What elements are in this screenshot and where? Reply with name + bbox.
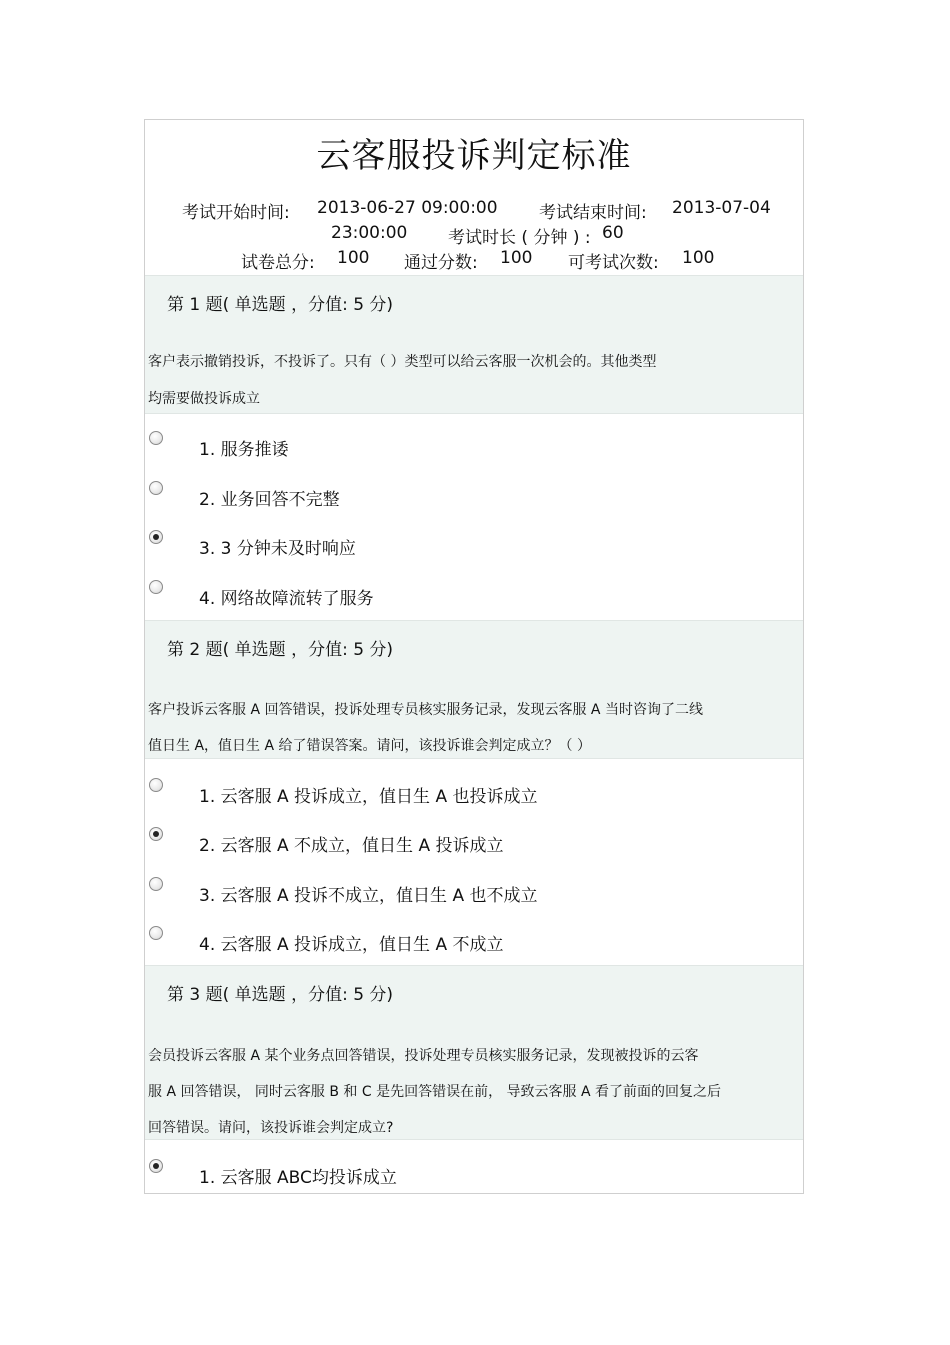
question-2-text-line-1: 客户投诉云客服 A 回答错误，投诉处理专员核实服务记录，发现云客服 A 当时咨询了二线 xyxy=(148,702,703,718)
question-3-header xyxy=(145,965,803,1140)
option-label: 2. 业务回答不完整 xyxy=(199,490,340,510)
question-1-header xyxy=(145,275,803,414)
question-3-text-line-3: 回答错误。请问，该投诉谁会判定成立? xyxy=(148,1120,394,1136)
radio-button[interactable] xyxy=(149,926,163,940)
question-3-text-line-2: 服 A 回答错误， 同时云客服 B 和 C 是先回答错误在前， 导致云客服 A 看了前面的回复之后 xyxy=(148,1084,722,1100)
option-label: 1. 服务推诿 xyxy=(199,440,289,460)
question-3-title: 第 3 题( 单选题 ，分值: 5 分) xyxy=(167,985,394,1005)
total-score-value: 100 xyxy=(337,248,370,268)
option-label: 3. 3 分钟未及时响应 xyxy=(199,539,356,559)
total-score-label: 试卷总分: xyxy=(241,253,315,273)
option-label: 3. 云客服 A 投诉不成立，值日生 A 也不成立 xyxy=(199,886,538,906)
radio-button-selected[interactable] xyxy=(149,1159,163,1173)
question-1-option-2[interactable] xyxy=(145,481,803,521)
option-label: 2. 云客服 A 不成立，值日生 A 投诉成立 xyxy=(199,836,504,856)
radio-button[interactable] xyxy=(149,580,163,594)
radio-button-selected[interactable] xyxy=(149,827,163,841)
option-label: 1. 云客服 A 投诉成立，值日生 A 也投诉成立 xyxy=(199,787,538,807)
end-time-date: 2013-07-04 xyxy=(672,198,771,218)
pass-score-value: 100 xyxy=(500,248,533,268)
pass-score-label: 通过分数: xyxy=(404,253,478,273)
start-time-label: 考试开始时间: xyxy=(182,203,290,223)
start-time-value: 2013-06-27 09:00:00 xyxy=(317,198,498,218)
question-3-text-line-1: 会员投诉云客服 A 某个业务点回答错误，投诉处理专员核实服务记录，发现被投诉的云客 xyxy=(148,1048,699,1064)
question-1-option-3[interactable] xyxy=(145,530,803,570)
option-label: 1. 云客服 ABC均投诉成立 xyxy=(199,1168,397,1188)
question-1-text-line-2: 均需要做投诉成立 xyxy=(148,391,260,407)
radio-button[interactable] xyxy=(149,877,163,891)
question-2-option-3[interactable] xyxy=(145,877,803,917)
question-1-text-line-1: 客户表示撤销投诉，不投诉了。只有（ ）类型可以给云客服一次机会的。其他类型 xyxy=(148,354,657,370)
end-time-label: 考试结束时间: xyxy=(539,203,647,223)
radio-button[interactable] xyxy=(149,778,163,792)
exam-header xyxy=(145,120,803,274)
question-2-option-2[interactable] xyxy=(145,827,803,867)
question-1-option-1[interactable] xyxy=(145,431,803,471)
attempts-value: 100 xyxy=(682,248,715,268)
question-2-option-1[interactable] xyxy=(145,778,803,818)
question-2-text-line-2: 值日生 A，值日生 A 给了错误答案。请问，该投诉谁会判定成立？（ ） xyxy=(148,738,591,754)
page-title: 云客服投诉判定标准 xyxy=(316,136,632,176)
question-2-header xyxy=(145,620,803,759)
question-1-option-4[interactable] xyxy=(145,580,803,620)
radio-button-selected[interactable] xyxy=(149,530,163,544)
duration-value: 60 xyxy=(602,223,624,243)
duration-label: 考试时长 ( 分钟 ) : xyxy=(448,228,591,248)
end-time-time: 23:00:00 xyxy=(331,223,408,243)
question-2-option-4[interactable] xyxy=(145,926,803,966)
radio-button[interactable] xyxy=(149,431,163,445)
option-label: 4. 网络故障流转了服务 xyxy=(199,589,374,609)
question-3-option-1[interactable] xyxy=(145,1159,803,1194)
question-1-title: 第 1 题( 单选题 ，分值: 5 分) xyxy=(167,295,394,315)
attempts-label: 可考试次数: xyxy=(568,253,659,273)
question-2-title: 第 2 题( 单选题 ，分值: 5 分) xyxy=(167,640,394,660)
exam-paper xyxy=(144,119,804,1194)
radio-button[interactable] xyxy=(149,481,163,495)
option-label: 4. 云客服 A 投诉成立，值日生 A 不成立 xyxy=(199,935,504,955)
